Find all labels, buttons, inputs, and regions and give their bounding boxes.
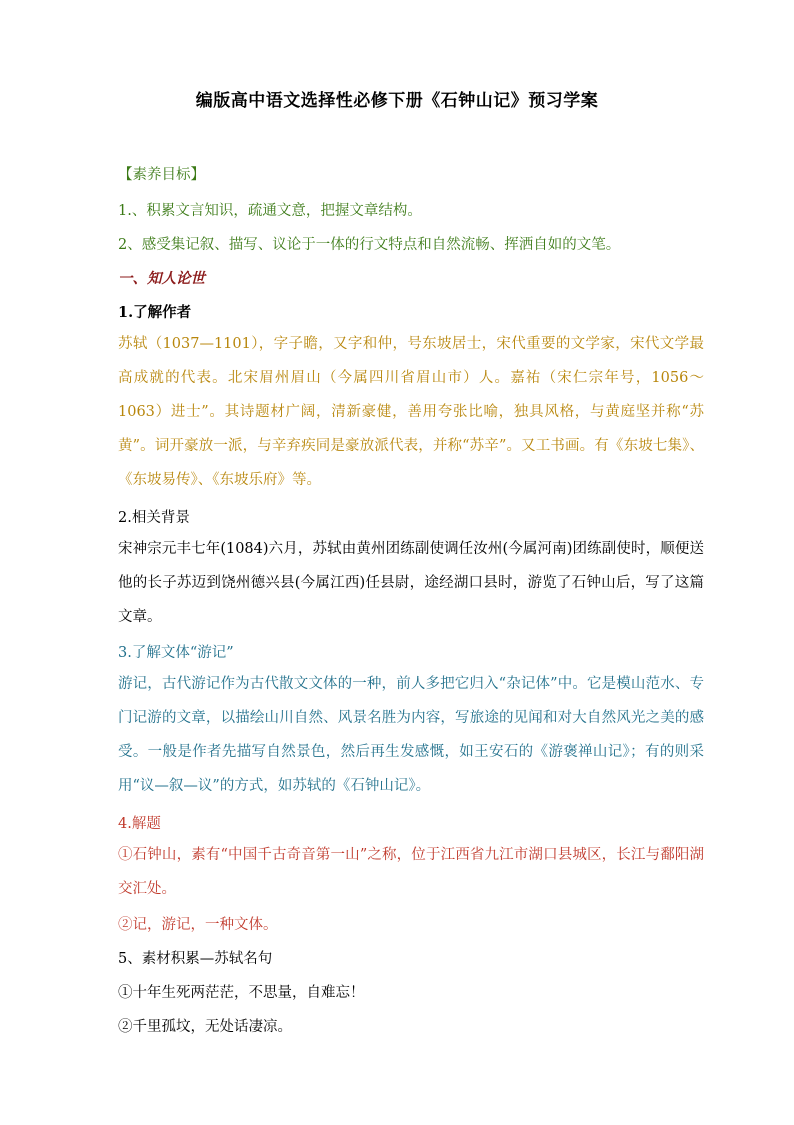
quote-2: ②千里孤坟，无处话凄凉。 [118, 1019, 292, 1035]
author-heading: 1.了解作者 [118, 304, 192, 321]
goal-item-2: 2、感受集记叙、描写、议论于一体的行文特点和自然流畅、挥洒自如的文笔。 [118, 237, 621, 253]
quote-1: ①十年生死两茫茫，不思量，自难忘！ [118, 985, 365, 1001]
author-paragraph: 苏轼（1037—1101），字子瞻，又字和仲，号东坡居士，宋代重要的文学家，宋代文学最高成就的代表。北宋眉州眉山（今属四川省眉山市）人。嘉祐（宋仁宗年号，1056～1063）进士”。其诗题材广阔，清新豪健，善用夸张比喻，独具风格，与黄庭坚并称“苏黄”。词开豪放一派，与辛弃疾同是豪放派代表，并称“苏辛”。又工书画。有《东坡七集》、《东坡易传》、《东坡乐府》等。 [118, 336, 704, 488]
title-explanation-1: ①石钟山，素有“中国千古奇音第一山”之称，位于江西省九江市湖口县城区，长江与鄱阳湖交汇处。 [118, 847, 704, 897]
quotes-heading: 5、素材积累—苏轼名句 [118, 951, 273, 967]
section-heading-author-context: 一、知人论世 [118, 270, 205, 287]
background-heading: 2.相关背景 [118, 510, 190, 526]
genre-heading: 3.了解文体“游记” [118, 645, 234, 661]
genre-paragraph: 游记，古代游记作为古代散文文体的一种，前人多把它归入“杂记体”中。它是模山范水、专门记游的文章，以描绘山川自然、风景名胜为内容，写旅途的见闻和对大自然风光之美的感受。一般是作者先描写自然景色，然后再生发感慨，如王安石的《游褒禅山记》；有的则采用“议—叙—议”的方式，如苏轼的《石钟山记》。 [118, 676, 704, 794]
title-explanation-2: ②记，游记，一种文体。 [118, 917, 278, 933]
background-paragraph: 宋神宗元丰七年(1084)六月，苏轼由黄州团练副使调任汝州(今属河南)团练副使时，顺便送他的长子苏迈到饶州德兴县(今属江西)任县尉，途经湖口县时，游览了石钟山后，写了这篇文章。 [118, 541, 704, 625]
goal-item-1: 1.、积累文言知识，疏通文意，把握文章结构。 [118, 203, 422, 219]
title-explanation-heading: 4.解题 [118, 816, 161, 832]
document-title: 编版高中语文选择性必修下册《石钟山记》预习学案 [195, 91, 599, 111]
goals-heading: 【素养目标】 [118, 167, 205, 183]
